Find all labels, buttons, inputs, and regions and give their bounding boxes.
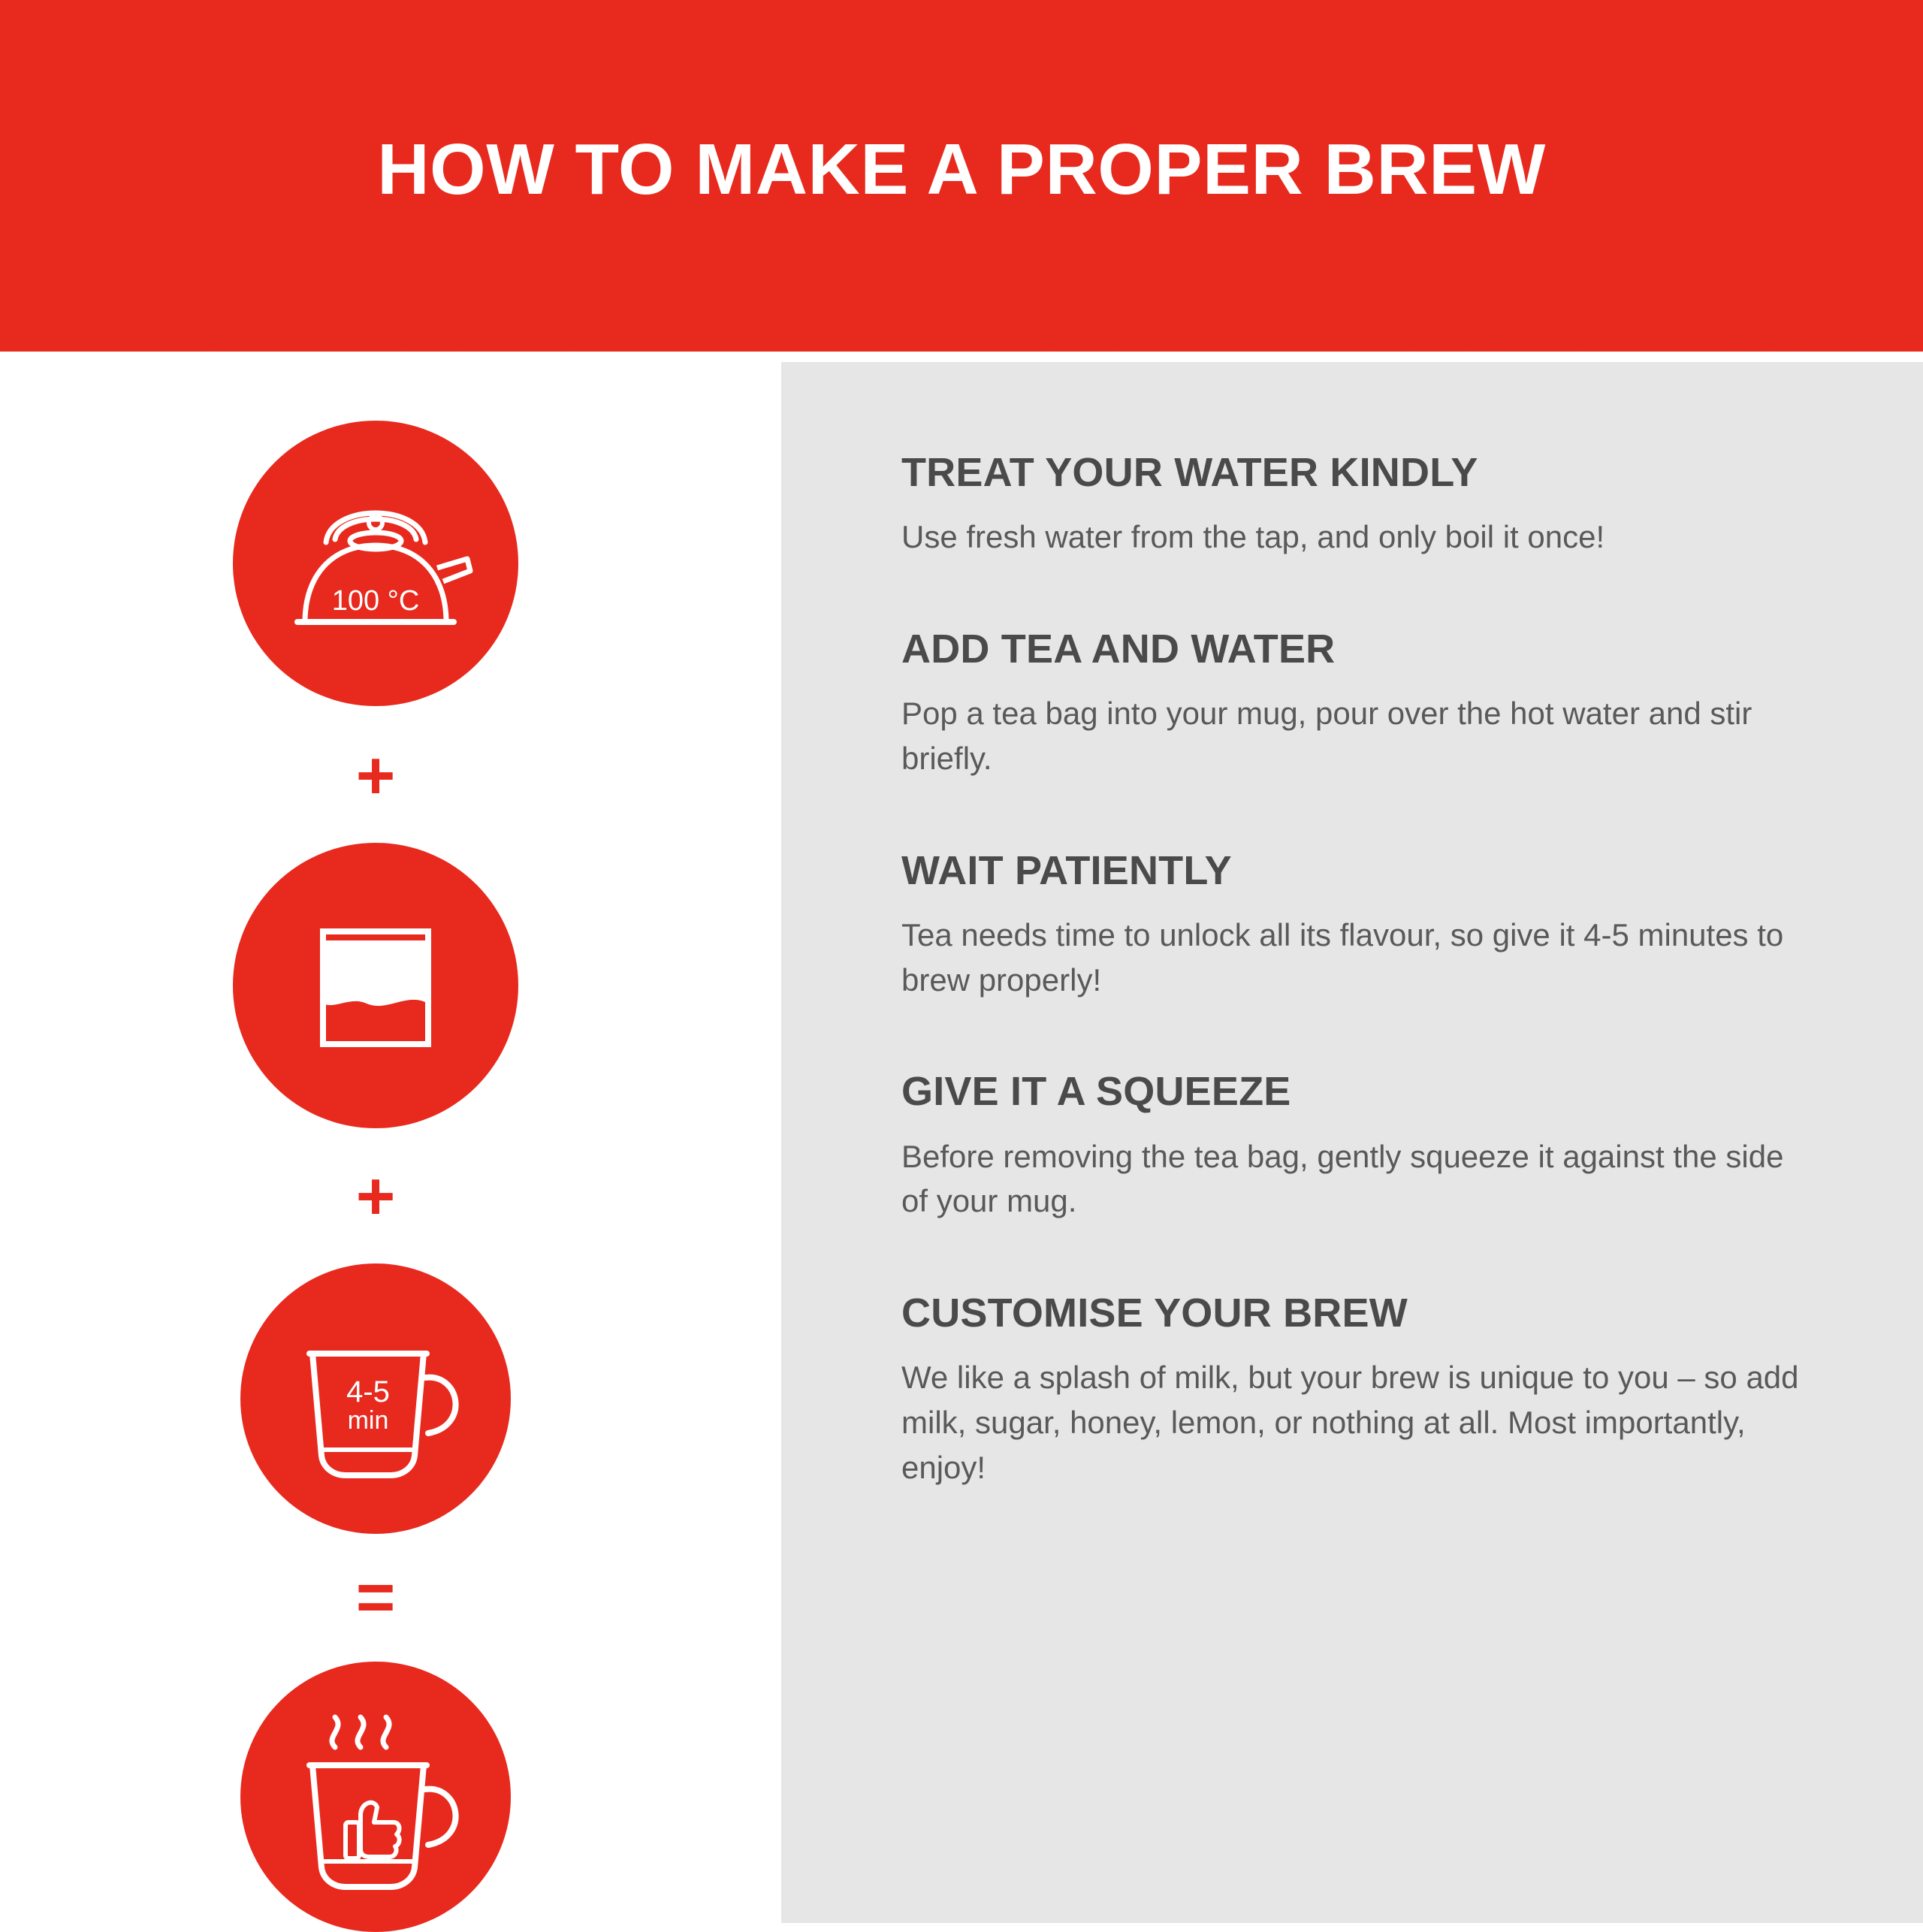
list-item bbox=[901, 627, 1825, 781]
step-title: WAIT PATIENTLY bbox=[901, 847, 1232, 893]
step-body: We like a splash of milk, but your brew is unique to you – so add milk, sugar, honey, lemon, or nothing at all. Most importantly, enjoy! bbox=[901, 1360, 1799, 1485]
svg-text:100 °C: 100 °C bbox=[331, 585, 420, 617]
svg-text:4-5: 4-5 bbox=[346, 1375, 390, 1408]
step-body: Before removing the tea bag, gently squeeze it against the side of your mug. bbox=[901, 1138, 1784, 1219]
torn-paper-edge bbox=[0, 328, 1923, 362]
list-item bbox=[901, 1291, 1825, 1490]
step-title: GIVE IT A SQUEEZE bbox=[901, 1069, 1291, 1115]
page-title: HOW TO MAKE A PROPER BREW bbox=[377, 129, 1546, 210]
kettle-icon bbox=[233, 421, 518, 706]
operator-equals: = bbox=[355, 1560, 396, 1635]
step-title: CUSTOMISE YOUR BREW bbox=[901, 1290, 1408, 1336]
mug-timer-icon bbox=[240, 1263, 511, 1534]
steps-list bbox=[901, 451, 1825, 1490]
operator-plus-1: + bbox=[355, 738, 396, 814]
header-banner bbox=[0, 0, 1923, 352]
step-body: Tea needs time to unlock all its flavour, so give it 4-5 minutes to brew properly! bbox=[901, 917, 1784, 998]
mug-thumbs-up-icon bbox=[240, 1662, 511, 1932]
step-body: Pop a tea bag into your mug, pour over the hot water and stir briefly. bbox=[901, 696, 1752, 777]
list-item bbox=[901, 1070, 1825, 1224]
list-item bbox=[901, 849, 1825, 1003]
icon-column bbox=[225, 421, 526, 1932]
step-title: ADD TEA AND WATER bbox=[901, 626, 1336, 672]
step-body: Use fresh water from the tap, and only boil it once! bbox=[901, 519, 1605, 555]
svg-text:min: min bbox=[347, 1406, 389, 1435]
step-title: TREAT YOUR WATER KINDLY bbox=[901, 450, 1478, 495]
operator-plus-2: + bbox=[355, 1159, 396, 1234]
list-item bbox=[901, 451, 1825, 560]
tea-bag-icon bbox=[233, 843, 518, 1128]
